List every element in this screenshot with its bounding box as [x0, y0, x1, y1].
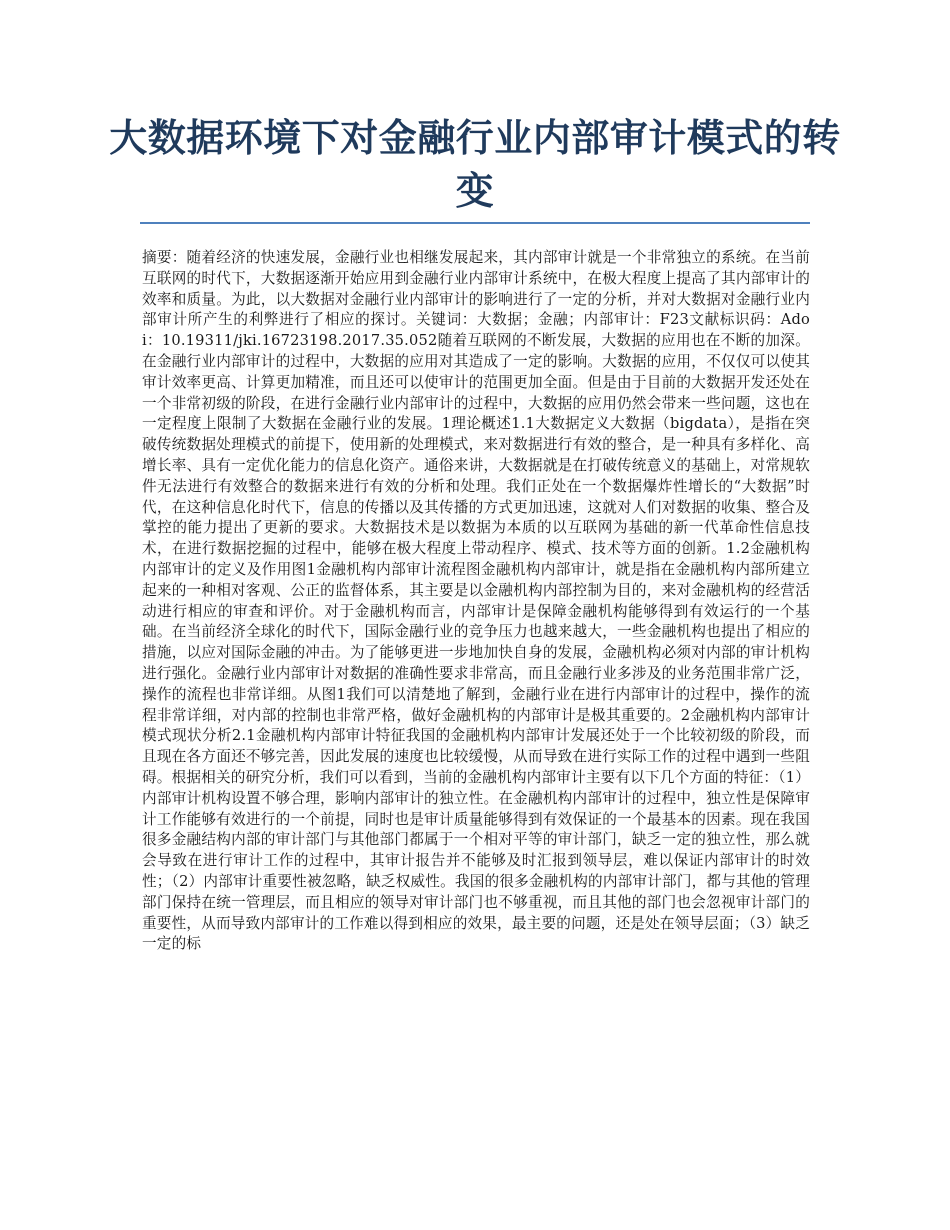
document-title: 大数据环境下对金融行业内部审计模式的转变: [109, 116, 841, 213]
title-divider: [140, 222, 810, 224]
document-body: 摘要：随着经济的快速发展，金融行业也相继发展起来，其内部审计就是一个非常独立的系统。在当前互联网的时代下，大数据逐渐开始应用到金融行业内部审计系统中，在极大程度上提高了其内部审计的效率和质量。为此，以大数据对金融行业内部审计的影响进行了一定的分析，并对大数据对金融行业内部审计所产生的利弊进行了相应的探讨。关键词：大数据；金融；内部审计：F23文献标识码：Adoi：10.19311/jki.16723198.2017.35.052随着互联网的不断发展，大数据的应用也在不断的加深。在金融行业内部审计的过程中，大数据的应用对其造成了一定的影响。大数据的应用，不仅仅可以使其审计效率更高、计算更加精准，而且还可以使审计的范围更加全面。但是由于目前的大数据开发还处在一个非常初级的阶段，在进行金融行业内部审计的过程中，大数据的应用仍然会带来一些问题，这也在一定程度上限制了大数据在金融行业的发展。1理论概述1.1大数据定义大数据（bigdata），是指在突破传统数据处理模式的前提下，使用新的处理模式，来对数据进行有效的整合，是一种具有多样化、高增长率、具有一定优化能力的信息化资产。通俗来讲，大数据就是在打破传统意义的基础上，对常规软件无法进行有效整合的数据来进行有效的分析和处理。我们正处在一个数据爆炸性增长的“大数据”时代，在这种信息化时代下，信息的传播以及其传播的方式更加迅速，这就对人们对数据的收集、整合及掌控的能力提出了更新的要求。大数据技术是以数据为本质的以互联网为基础的新一代革命性信息技术，在进行数据挖掘的过程中，能够在极大程度上带动程序、模式、技术等方面的创新。1.2金融机构内部审计的定义及作用图1金融机构内部审计流程图金融机构内部审计，就是指在金融机构内部所建立起来的一种相对客观、公正的监督体系，其主要是以金融机构内部控制为目的，来对金融机构的经营活动进行相应的审查和评价。对于金融机构而言，内部审计是保障金融机构能够得到有效运行的一个基础。在当前经济全球化的时代下，国际金融行业的竞争压力也越来越大，一些金融机构也提出了相应的措施，以应对国际金融的冲击。为了能够更进一步地加快自身的发展，金融机构必须对内部的审计机构进行强化。金融行业内部审计对数据的准确性要求非常高，而且金融行业多涉及的业务范围非常广泛，操作的流程也非常详细。从图1我们可以清楚地了解到，金融行业在进行内部审计的过程中，操作的流程非常详细，对内部的控制也非常严格，做好金融机构的内部审计是极其重要的。2金融机构内部审计模式现状分析2.1金融机构内部审计特征我国的金融机构内部审计发展还处于一个比较初级的阶段，而且现在各方面还不够完善，因此发展的速度也比较缓慢，从而导致在进行实际工作的过程中遇到一些阻碍。根据相关的研究分析，我们可以看到，当前的金融机构内部审计主要有以下几个方面的特征：（1）内部审计机构设置不够合理，影响内部审计的独立性。在金融机构内部审计的过程中，独立性是保障审计工作能够有效进行的一个前提，同时也是审计质量能够得到有效保证的一个最基本的因素。现在我国很多金融结构内部的审计部门与其他部门都属于一个相对平等的审计部门，缺乏一定的独立性，那么就会导致在进行审计工作的过程中，其审计报告并不能够及时汇报到领导层，难以保证内部审计的时效性；（2）内部审计重要性被忽略，缺乏权威性。我国的很多金融机构的内部审计部门，都与其他的管理部门保持在统一管理层，而且相应的领导对审计部门也不够重视，而且其他的部门也会忽视审计部门的重要性，从而导致内部审计的工作难以得到相应的效果，最主要的问题，还是处在领导层面；（3）缺乏一定的标: [142, 249, 810, 953]
